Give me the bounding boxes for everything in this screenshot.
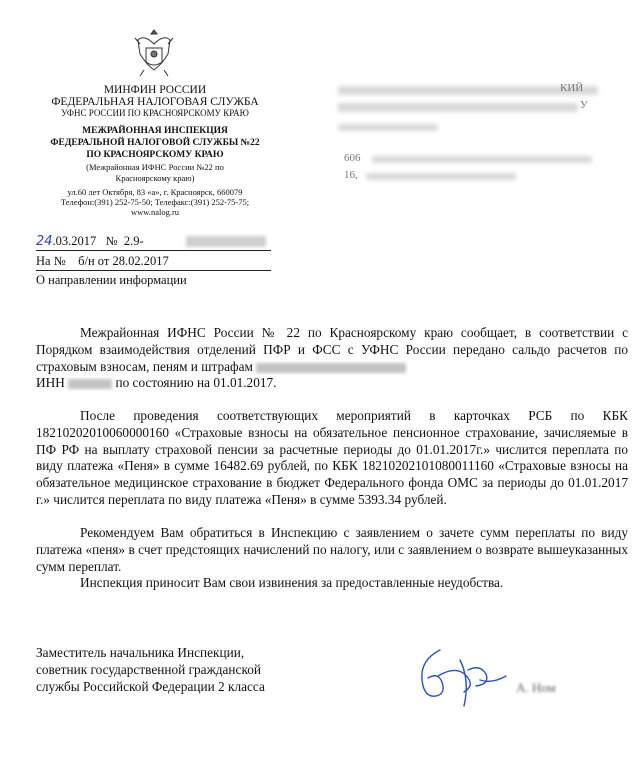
inspection-short-name-2: Красноярскому краю) <box>115 173 195 183</box>
addressee-fragment: У <box>580 99 588 111</box>
body-paragraph-3: Рекомендуем Вам обратиться в Инспекцию с заявлением о зачете сумм переплаты по виду платежа «пеня» в счет предстоящих начислений по налогу, или с заявлением о возврате вышеуказанных сумм переплат. <box>36 525 628 574</box>
redacted-inn <box>68 379 112 389</box>
registration-number: 2.9- <box>123 234 144 248</box>
redacted-line <box>366 173 516 180</box>
reference-line <box>36 254 271 271</box>
coat-of-arms-icon <box>132 26 176 78</box>
inn-label: ИНН <box>36 375 65 391</box>
redacted-line <box>338 86 598 95</box>
redacted-line <box>372 156 592 163</box>
inspection-short-name-1: (Межрайонная ИФНС России №22 по <box>86 162 224 172</box>
signer-title-1: Заместитель начальника Инспекции, <box>36 645 245 660</box>
addressee-fragment: 606 <box>344 152 361 164</box>
ministry-name: МИНФИН РОССИИ <box>103 84 207 96</box>
redacted-line <box>338 103 578 112</box>
inspection-website: www.nalog.ru <box>130 207 180 217</box>
inspection-address: ул.60 лет Октября, 83 «а», г. Красноярск, 660079 <box>67 187 243 197</box>
registration-line <box>36 234 271 251</box>
paragraph-text: по состоянию на 01.01.2017. <box>115 375 277 391</box>
paragraph-text: Межрайонная ИФНС России № 22 по Красноярскому краю сообщает, в соответствии с Порядком взаимодействия отделений ПФР и ФСС с УФНС России передано сальдо расчетов по страховым взносам, пеням и штрафам <box>36 325 628 374</box>
letter-subject: О направлении информации <box>36 273 187 287</box>
ufns-name: УФНС РОССИИ ПО КРАСНОЯРСКОМУ КРАЮ <box>61 108 249 118</box>
handwritten-signature <box>410 640 520 710</box>
signer-title-2: советник государственной гражданской <box>36 662 261 677</box>
signer-name: А. Ном <box>516 680 556 695</box>
handwritten-day: 24 <box>36 234 53 249</box>
inspection-phone: Телефон:(391) 252-75-50; Телефакс:(391) 252-75-75; <box>60 197 250 207</box>
reference-label: На № <box>36 254 66 268</box>
inspection-line-3: ПО КРАСНОЯРСКОМУ КРАЮ <box>86 150 224 160</box>
redacted-number <box>186 236 266 247</box>
redacted-name <box>256 363 406 373</box>
registration-date: .03.2017 <box>52 234 97 248</box>
reference-value: б/н от 28.02.2017 <box>78 254 169 268</box>
body-paragraph-4: Инспекция приносит Вам свои извинения за предоставленные неудобства. <box>80 575 504 590</box>
body-paragraph-2: После проведения соответствующих мероприятий в карточках РСБ по КБК 18210202010060000160 «Страховые взносы на обязательное пенсионное страхование, зачисляемые в ПФ РФ на выплату страховой пенсии за расчетные периоды до 01.01.2017г.» числится переплата по виду платежа «Пеня» в сумме 16482.69 рублей, по КБК 18210202101080011160 «Страховые взносы на обязательное медицинское страхование в бюджет Федерального фонда ОМС за периоды до 01.01.2017 г.» числится переплата по виду платежа «Пеня» в сумме 5393.34 рублей. <box>36 408 628 507</box>
addressee-fragment: КИЙ <box>560 82 584 94</box>
service-name: ФЕДЕРАЛЬНАЯ НАЛОГОВАЯ СЛУЖБА <box>51 96 259 108</box>
redacted-line <box>338 124 438 131</box>
body-paragraph-1 <box>36 325 628 392</box>
registration-number-label: № <box>105 234 118 248</box>
addressee-fragment: 16, <box>344 169 358 181</box>
inspection-line-1: МЕЖРАЙОННАЯ ИНСПЕКЦИЯ <box>82 126 228 136</box>
signer-title-3: службы Российской Федерации 2 класса <box>36 679 265 694</box>
inspection-line-2: ФЕДЕРАЛЬНОЙ НАЛОГОВОЙ СЛУЖБЫ №22 <box>50 138 260 148</box>
